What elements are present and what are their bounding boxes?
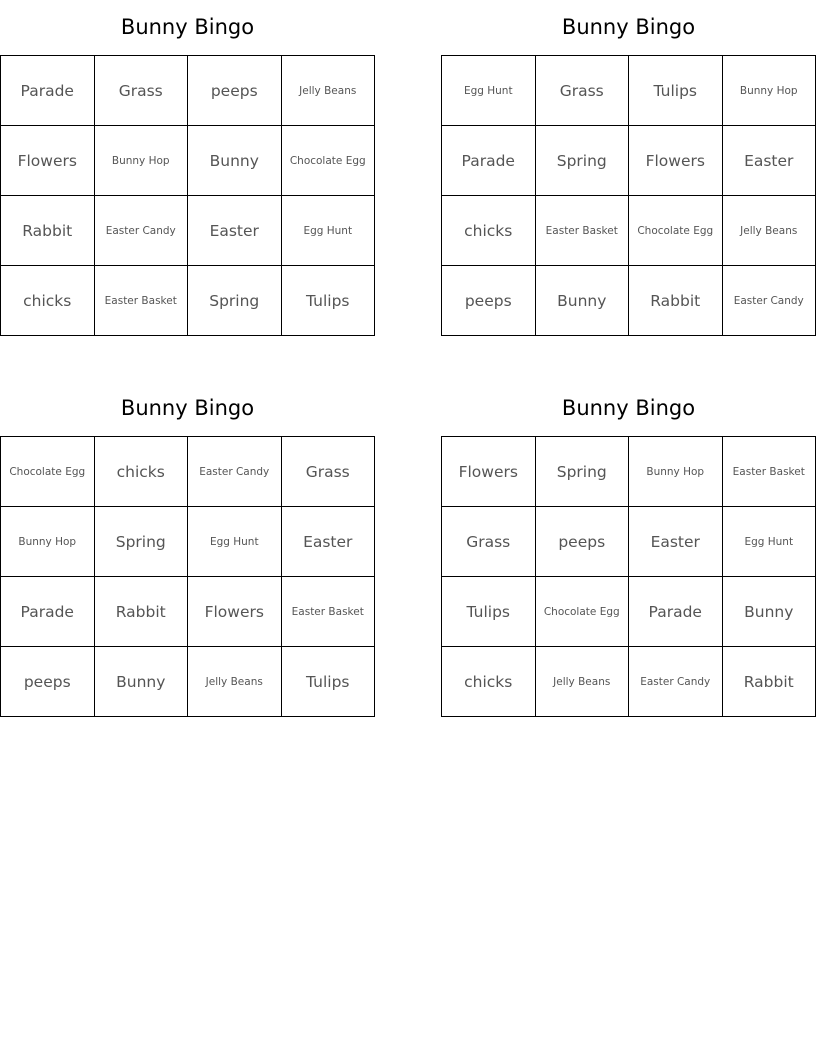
bingo-cell: Spring — [536, 126, 630, 196]
bingo-cell: Tulips — [282, 266, 376, 336]
bingo-cell: Easter Candy — [188, 437, 282, 507]
bingo-cell: Tulips — [282, 647, 376, 717]
bingo-cell: Easter Basket — [723, 437, 816, 507]
bingo-cell: chicks — [1, 266, 95, 336]
bingo-cell: Bunny Hop — [95, 126, 189, 196]
bingo-cell: Tulips — [629, 56, 723, 126]
bingo-cell: Easter — [629, 507, 723, 577]
bingo-cell: Easter — [723, 126, 816, 196]
bingo-cell: Rabbit — [723, 647, 816, 717]
bingo-cell: Jelly Beans — [723, 196, 816, 266]
bingo-cell: Easter — [188, 196, 282, 266]
bingo-card-1 — [0, 0, 375, 336]
bingo-cell: Spring — [188, 266, 282, 336]
bingo-cell: Rabbit — [629, 266, 723, 336]
bingo-cell: Parade — [442, 126, 536, 196]
bingo-cell: Bunny Hop — [723, 56, 816, 126]
bingo-cell: Egg Hunt — [282, 196, 376, 266]
bingo-cell: chicks — [95, 437, 189, 507]
card-title: Bunny Bingo — [120, 396, 255, 420]
bingo-cell: Parade — [629, 577, 723, 647]
bingo-cell: Easter Basket — [95, 266, 189, 336]
bingo-cell: Jelly Beans — [536, 647, 630, 717]
bingo-cell: Easter Basket — [536, 196, 630, 266]
bingo-cell: Chocolate Egg — [629, 196, 723, 266]
bingo-cell: Bunny — [723, 577, 816, 647]
bingo-cell: peeps — [1, 647, 95, 717]
bingo-cell: Chocolate Egg — [282, 126, 376, 196]
bingo-cell: Egg Hunt — [723, 507, 816, 577]
bingo-cell: Bunny — [536, 266, 630, 336]
bingo-card-2 — [441, 0, 816, 336]
bingo-cell: Flowers — [442, 437, 536, 507]
card-title: Bunny Bingo — [561, 396, 696, 420]
card-title: Bunny Bingo — [120, 15, 255, 39]
bingo-cell: Spring — [536, 437, 630, 507]
bingo-cell: Bunny — [95, 647, 189, 717]
bingo-cell: Bunny Hop — [629, 437, 723, 507]
bingo-cell: Parade — [1, 56, 95, 126]
card-title: Bunny Bingo — [561, 15, 696, 39]
bingo-grid — [0, 55, 375, 336]
bingo-cell: Flowers — [188, 577, 282, 647]
bingo-cell: Easter Candy — [723, 266, 816, 336]
bingo-grid — [441, 436, 816, 717]
bingo-cell: chicks — [442, 647, 536, 717]
bingo-cell: Jelly Beans — [188, 647, 282, 717]
bingo-cell: Chocolate Egg — [536, 577, 630, 647]
bingo-card-4 — [441, 381, 816, 717]
bingo-cell: Chocolate Egg — [1, 437, 95, 507]
bingo-card-3 — [0, 381, 375, 717]
bingo-cell: Easter — [282, 507, 376, 577]
bingo-cell: peeps — [188, 56, 282, 126]
bingo-cell: Flowers — [1, 126, 95, 196]
bingo-cell: Spring — [95, 507, 189, 577]
bingo-cell: Grass — [442, 507, 536, 577]
bingo-cell: Grass — [536, 56, 630, 126]
bingo-cell: Grass — [282, 437, 376, 507]
bingo-cell: chicks — [442, 196, 536, 266]
bingo-cell: Egg Hunt — [442, 56, 536, 126]
bingo-cell: Easter Basket — [282, 577, 376, 647]
bingo-grid — [0, 436, 375, 717]
bingo-cell: Bunny Hop — [1, 507, 95, 577]
bingo-cell: Tulips — [442, 577, 536, 647]
bingo-cell: Easter Candy — [95, 196, 189, 266]
bingo-cell: peeps — [536, 507, 630, 577]
bingo-grid — [441, 55, 816, 336]
bingo-cell: Jelly Beans — [282, 56, 376, 126]
bingo-cell: Rabbit — [95, 577, 189, 647]
bingo-cell: Grass — [95, 56, 189, 126]
bingo-cell: Egg Hunt — [188, 507, 282, 577]
bingo-cell: Parade — [1, 577, 95, 647]
bingo-cell: peeps — [442, 266, 536, 336]
bingo-cell: Rabbit — [1, 196, 95, 266]
bingo-cell: Easter Candy — [629, 647, 723, 717]
bingo-cell: Flowers — [629, 126, 723, 196]
bingo-cell: Bunny — [188, 126, 282, 196]
